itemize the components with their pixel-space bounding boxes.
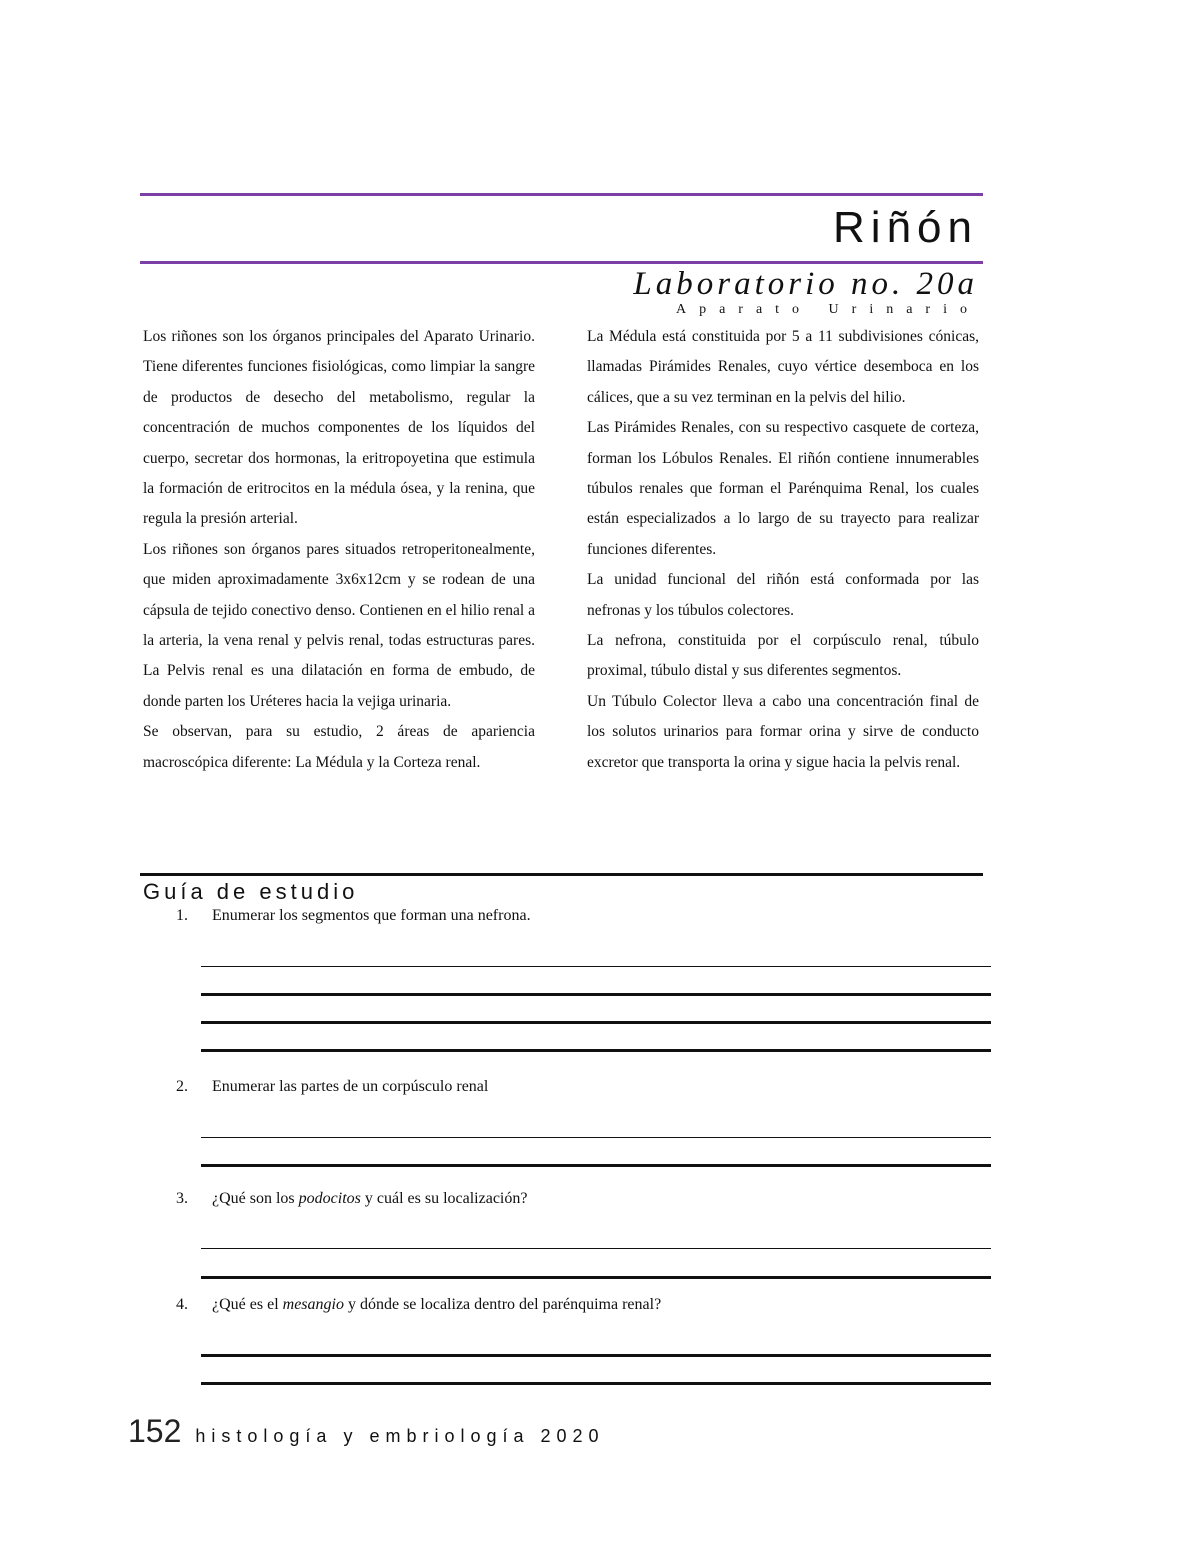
paragraph: La unidad funcional del riñón está conformada por las nefronas y los túbulos colectores.: [587, 571, 979, 619]
footer-text: histología y embriología 2020: [195, 1426, 605, 1446]
lab-number: Laboratorio no. 20a: [633, 266, 978, 302]
answer-line[interactable]: [201, 966, 991, 967]
page-number: 152: [128, 1413, 182, 1449]
question-text-post: y dónde se localiza dentro del parénquima renal?: [343, 1296, 662, 1313]
paragraph: La nefrona, constituida por el corpúsculo renal, túbulo proximal, túbulo distal y sus diferentes segmentos.: [587, 632, 979, 680]
header-top-rule: [140, 193, 983, 196]
paragraph: Se observan, para su estudio, 2 áreas de apariencia macroscópica diferente: La Médula y la Corteza renal.: [143, 723, 535, 771]
right-text-column: [587, 322, 979, 778]
answer-line[interactable]: [201, 1021, 991, 1024]
answer-line[interactable]: [201, 1164, 991, 1167]
page-footer: [128, 1415, 605, 1447]
question-3: [176, 1189, 527, 1209]
question-text-post: y cuál es su localización?: [360, 1190, 528, 1207]
question-number: 2.: [176, 1078, 188, 1095]
question-text-pre: ¿Qué es el: [212, 1296, 283, 1313]
paragraph: Los riñones son órganos pares situados retroperitonealmente, que miden aproximadamente 3x6x12cm y se rodean de una cápsula de tejido conectivo denso. Contienen en el hilio renal a la arteria, la vena renal y pelvis renal, todas estructuras pares. La Pelvis renal es una dilatación en forma de embudo, de donde parten los Uréteres hacia la vejiga urinaria.: [143, 540, 535, 710]
answer-line[interactable]: [201, 1248, 991, 1249]
question-number: 3.: [176, 1190, 188, 1207]
question-number: 4.: [176, 1296, 188, 1313]
header-bottom-rule: [140, 261, 983, 264]
question-term: mesangio: [282, 1296, 344, 1313]
question-term: podocitos: [298, 1190, 361, 1207]
paragraph: Los riñones son los órganos principales del Aparato Urinario. Tiene diferentes funciones fisiológicas, como limpiar la sangre de productos de desecho del metabolismo, regular la concentración de muchos componentes de los líquidos del cuerpo, secretar dos hormonas, la eritropoyetina que estimula la formación de eritrocitos en la médula ósea, y la renina, que regula la presión arterial.: [143, 328, 535, 528]
question-1: [176, 906, 531, 926]
study-guide-title: Guía de estudio: [143, 879, 359, 904]
section-subtitle: Aparato Urinario: [675, 302, 980, 317]
answer-line[interactable]: [201, 1382, 991, 1385]
question-2: [176, 1077, 488, 1097]
answer-line[interactable]: [201, 1354, 991, 1357]
answer-line[interactable]: [201, 1049, 991, 1052]
question-4: [176, 1295, 661, 1315]
paragraph: Las Pirámides Renales, con su respectivo casquete de corteza, forman los Lóbulos Renales. El riñón contiene innumerables túbulos renales que forman el Parénquima Renal, los cuales están especializados a lo largo de su trayecto para realizar funciones diferentes.: [587, 419, 979, 558]
answer-line[interactable]: [201, 1137, 991, 1138]
paragraph: Un Túbulo Colector lleva a cabo una concentración final de los solutos urinarios para formar orina y sirve de conducto excretor que transporta la orina y sigue hacia la pelvis renal.: [587, 692, 979, 771]
answer-line[interactable]: [201, 1276, 991, 1279]
answer-line[interactable]: [201, 993, 991, 996]
section-divider: [140, 873, 983, 876]
question-number: 1.: [176, 907, 188, 924]
paragraph: La Médula está constituida por 5 a 11 subdivisiones cónicas, llamadas Pirámides Renales, cuyo vértice desemboca en los cálices, que a su vez terminan en la pelvis del hilio.: [587, 328, 979, 406]
left-text-column: [143, 322, 535, 778]
question-text: Enumerar las partes de un corpúsculo renal: [212, 1078, 489, 1095]
question-text: Enumerar los segmentos que forman una nefrona.: [212, 907, 531, 924]
page-title: Riñón: [833, 203, 978, 252]
question-text-pre: ¿Qué son los: [212, 1190, 299, 1207]
